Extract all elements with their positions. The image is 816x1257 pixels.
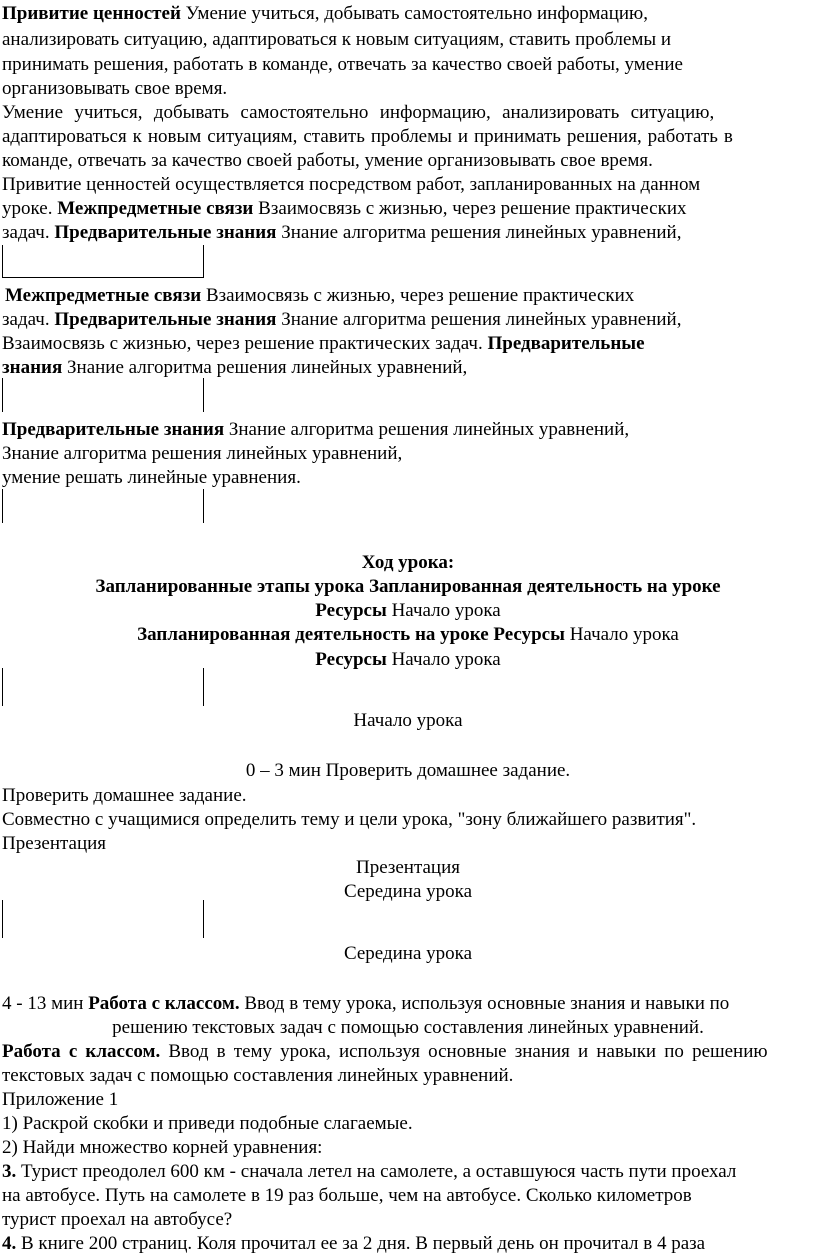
text-span: задач. [2, 309, 50, 330]
text-span: Ввод в тему урока, используя основные знания и навыки по [239, 993, 730, 1014]
heading-activity: Запланированная деятельность на уроке [137, 624, 489, 645]
text-line: адаптироваться к новым ситуациям, ставить проблемы и принимать решения, работать в [2, 126, 733, 147]
heading-interdisciplinary: Межпредметные связи [5, 285, 202, 306]
section-title-start: Начало урока [353, 710, 463, 731]
section-title-middle: Середина урока [343, 943, 473, 964]
lesson-progress-title [0, 551, 816, 576]
text-line [0, 575, 816, 601]
text-line: 1) Раскрой скобки и приведи подобные слагаемые. [2, 1113, 413, 1134]
table-cell-box [2, 668, 204, 706]
text-line [0, 623, 816, 649]
text-span: Знание алгоритма решения линейных уравнений, [62, 357, 468, 378]
heading-activity: Запланированная деятельность на уроке [369, 576, 721, 597]
text-span: задач. [2, 222, 50, 243]
text-line [2, 197, 816, 223]
text-span: Ввод в тему урока, используя основные знания и навыки по решению [160, 1041, 768, 1062]
text-span: Знание алгоритма решения линейных уравнений, [224, 419, 630, 440]
text-line: Приложение 1 [2, 1089, 119, 1110]
time-range: 0 – 3 мин [245, 760, 321, 781]
text-line: команде, отвечать за качество своей работы, умение организовывать свое время. [2, 150, 653, 171]
text-line: на автобусе. Путь на самолете в 19 раз больше, чем на автобусе. Сколько километров [2, 1185, 692, 1206]
text-line: Презентация [355, 857, 461, 878]
text-line: анализировать ситуацию, адаптироваться к новым ситуациям, ставить проблемы и [2, 29, 672, 50]
text-span: Начало урока [391, 649, 501, 670]
text-line: принимать решения, работать в команде, отвечать за качество своей работы, умение [2, 54, 683, 75]
table-cell-box [2, 378, 204, 412]
table-cell-box [2, 489, 204, 523]
text-line: Умение учиться, добывать самостоятельно информацию, анализировать ситуацию, [2, 102, 715, 123]
task-number: 4. [2, 1233, 17, 1254]
text-line [2, 1040, 816, 1065]
text-line: Совместно с учащимися определить тему и цели урока, "зону ближайшего развития". [2, 809, 697, 830]
heading-prior-knowledge: Предварительные [487, 333, 645, 354]
text-span: Взаимосвязь с жизнью, через решение практических задач. [2, 333, 483, 354]
text-span: В книге 200 страниц. Коля прочитал ее за 2 дня. В первый день он прочитал в 4 раза [16, 1233, 706, 1254]
text-line [0, 759, 816, 785]
heading-prior-knowledge: Предварительные знания [54, 222, 277, 243]
text-line: организовывать свое время. [2, 78, 228, 99]
text-span: Турист преодолел 600 км - сначала летел на самолете, а оставшуюся часть пути проехал [16, 1161, 737, 1182]
heading-resources: Ресурсы [315, 600, 387, 621]
text-line [5, 284, 816, 310]
text-line [2, 1232, 816, 1257]
text-span: Начало урока [391, 600, 501, 621]
title-text: Ход урока: [361, 552, 455, 573]
text-line [2, 221, 816, 247]
heading-prior-knowledge: Предварительные знания [54, 309, 277, 330]
text-line: Привитие ценностей осуществляется посредством работ, запланированных на данном [2, 174, 701, 195]
table-cell-box [2, 245, 204, 278]
text-span: уроке. [2, 198, 53, 219]
text-span: Середина урока [343, 881, 473, 902]
text-span: Умение учиться, добывать самостоятельно информацию, [180, 3, 648, 24]
para-values-line [2, 2, 816, 28]
heading-class-work: Работа с классом. [2, 1041, 161, 1062]
text-span: Презентация [2, 833, 107, 854]
text-line [0, 599, 816, 625]
text-line [2, 1160, 816, 1185]
text-span: Взаимосвязь с жизнью, через решение практических [201, 285, 635, 306]
text-line [2, 832, 816, 858]
text-line: текстовых задач с помощью составления линейных уравнений. [2, 1065, 514, 1086]
text-span: Знание алгоритма решения линейных уравнений, [276, 222, 682, 243]
heading-prior-knowledge: знания [2, 357, 63, 378]
text-line [2, 308, 816, 334]
text-span: Начало урока [569, 624, 679, 645]
heading-class-work: Работа с классом. [88, 993, 240, 1014]
text-line: Знание алгоритма решения линейных уравнений, [2, 443, 403, 464]
text-line [2, 466, 816, 492]
text-line [2, 992, 816, 1018]
text-line: решению текстовых задач с помощью составления линейных уравнений. [112, 1017, 704, 1038]
heading-resources: Ресурсы [493, 624, 565, 645]
text-line [2, 418, 816, 444]
heading-resources: Ресурсы [315, 649, 387, 670]
time-range: 4 - 13 мин [2, 993, 84, 1014]
heading-interdisciplinary: Межпредметные связи [57, 198, 254, 219]
heading-stages: Запланированные этапы урока [95, 576, 365, 597]
text-line: Проверить домашнее задание. [2, 785, 247, 806]
heading-prior-knowledge: Предварительные знания [2, 419, 225, 440]
table-cell-box [2, 900, 204, 938]
text-span: Знание алгоритма решения линейных уравнений, [276, 309, 682, 330]
text-line: 2) Найди множество корней уравнения: [2, 1137, 323, 1158]
text-span: Проверить домашнее задание. [320, 760, 571, 781]
text-line [2, 332, 816, 358]
text-line: турист проехал на автобусе? [2, 1209, 233, 1230]
text-span: Взаимосвязь с жизнью, через решение практических [253, 198, 687, 219]
text-span: умение решать линейные уравнения. [2, 467, 301, 488]
heading-values: Привитие ценностей [2, 3, 181, 24]
task-number: 3. [2, 1161, 17, 1182]
